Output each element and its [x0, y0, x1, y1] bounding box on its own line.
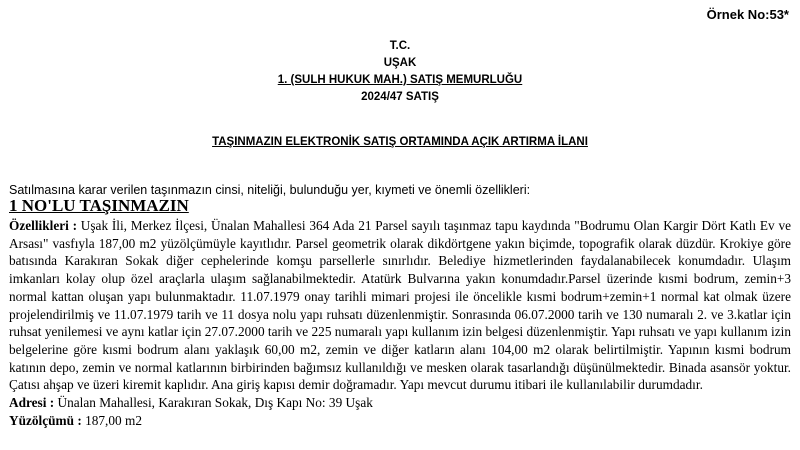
area-line	[9, 412, 791, 430]
notice-title: TAŞINMAZIN ELEKTRONİK SATIŞ ORTAMINDA AÇIK ARTIRMA İLANI	[212, 136, 588, 148]
features-text: Uşak İli, Merkez İlçesi, Ünalan Mahallesi 364 Ada 21 Parsel sayılı taşınmaz tapu kaydında "Bodrumu Olan Kargir Dört Katlı Ev ve Arsası" vasfıyla 187,00 m2 yüzölçümüyle kayıtlıdır. Parsel geometrik olarak dikdörtgene yakın biçimde, topografik olarak düzdür. Krokiye göre batısında Karakıran Sokak diğer cephelerinde komşu parsellerle sınırlıdır. Belediye hizmetlerinden faydalanabilecek konumdadır. Ulaşım imkanları kolay olup özel araçlarla ulaşım sağlanabilmektedir. Atatürk Bulvarına yakın konumdadır.Parsel üzerinde kısmi bodrum, zemin+3 normal kattan oluşan yapı bulunmaktadır. 11.07.1979 onay tarihli mimari projesi ile öncelikle kısmi bodrum+zemin+1 normal kat olmak üzere projelendirilmiş ve 11.07.1979 tarih ve 11 dosya nolu yapı ruhsatı düzenlenmiştir. Sonrasında 06.07.2000 tarih ve 130 numaralı 2. ve 3.katlar için ruhsat yenilemesi ve aynı katlar için 27.07.2000 tarih ve 225 numaralı yapı kullanım izin belgesi düzenlenmiştir. Yapı ruhsatı ve yapı kullanım izin belgelerine göre kısmi bodrum alanı yaklaşık 60,00 m2, zemin ve diğer katların alanı 104,00 m2 olarak belirtilmiştir. Yapının kısmi bodrum katının depo, zemin ve normal katlarının birbirinden bağımsız kullanıldığı ve mesken olarak tasarlandığı düşünülmektedir. Binada asansör yoktur. Çatısı ahşap ve üzeri kiremit kaplıdır. Ana giriş kapısı demir doğramadır. Yapı mevcut durumu itibari ile kullanılabilir durumdadır.	[9, 218, 791, 393]
area-text: 187,00 m2	[85, 412, 142, 428]
header-city: UŞAK	[383, 57, 417, 69]
sample-number: Örnek No:53*	[706, 7, 789, 22]
area-label: Yüzölçümü :	[9, 412, 82, 428]
features-label: Özellikleri :	[9, 218, 77, 233]
property-details	[9, 217, 791, 429]
address-label: Adresi :	[9, 395, 55, 411]
header-office: 1. (SULH HUKUK MAH.) SATIŞ MEMURLUĞU	[277, 74, 523, 86]
header-case-number: 2024/47 SATIŞ	[361, 91, 439, 103]
address-text: Ünalan Mahallesi, Karakıran Sokak, Dış Kapı No: 39 Uşak	[57, 395, 373, 411]
address-line	[9, 394, 791, 412]
document-header	[0, 38, 800, 106]
intro-text: Satılmasına karar verilen taşınmazın cinsi, niteliği, bulunduğu yer, kıymeti ve önemli özellikleri:	[9, 183, 531, 197]
features-paragraph	[9, 217, 791, 394]
header-republic: T.C.	[389, 40, 411, 52]
property-section-title: 1 NO'LU TAŞINMAZIN	[9, 196, 189, 215]
